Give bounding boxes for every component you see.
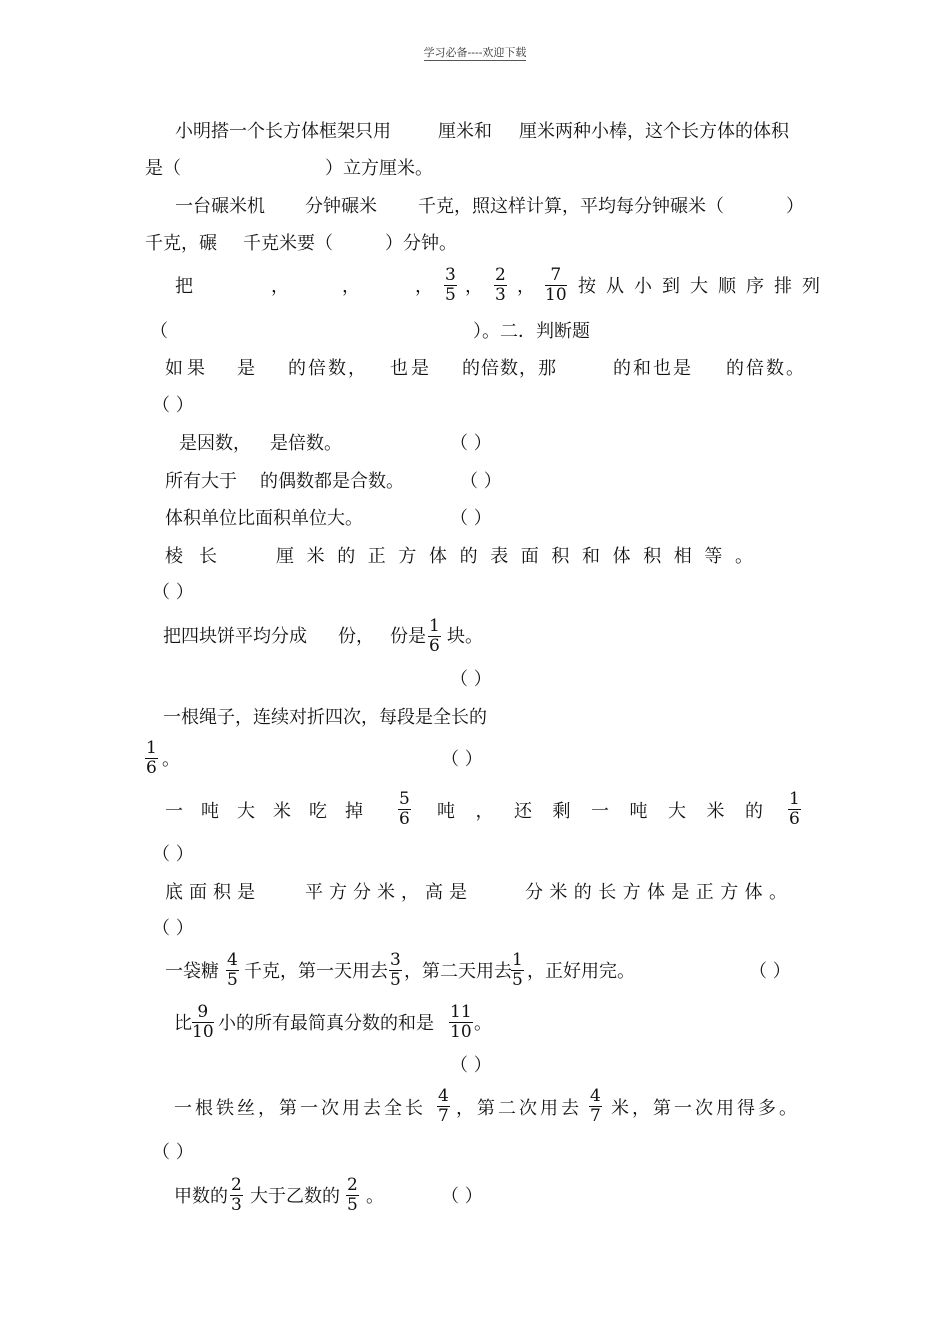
- q3-section-title: ）。二．判断题: [473, 321, 590, 342]
- j6-text-a: 把四块饼平均分成: [163, 626, 307, 647]
- j6-answer-paren: （ ）: [450, 669, 492, 690]
- j9-text-b: 平方分米，高是: [305, 882, 473, 903]
- j13-text-a: 甲数的: [174, 1186, 228, 1207]
- j8-fraction-1-6: $\frac{1}{6}$: [789, 789, 800, 829]
- j1-answer-paren: （ ）: [152, 395, 194, 416]
- j12-text-c: 米，第一次用得多。: [611, 1098, 800, 1119]
- j3-text-a: 所有大于: [165, 471, 237, 492]
- j2-text-b: 是倍数。: [270, 433, 342, 454]
- j11-text-b: 小的所有最简真分数的和是: [218, 1013, 434, 1034]
- j10-fraction-1-5: $\frac{1}{5}$: [512, 950, 523, 990]
- j1-text-f: 的和也是: [613, 358, 693, 379]
- j2-answer-paren: （ ）: [450, 433, 492, 454]
- q1-text-c: 厘米两种小棒，这个长方体的体积: [519, 121, 789, 142]
- j11-fraction-11-10: $\frac{11}{10}$: [450, 1002, 472, 1042]
- q3-paren-open: （: [150, 321, 168, 342]
- j3-answer-paren: （ ）: [460, 471, 502, 492]
- j11-answer-paren: （ ）: [450, 1055, 492, 1076]
- q3-comma-5: ，: [517, 276, 535, 297]
- q3-comma-3: ，: [415, 276, 433, 297]
- j2-text-a: 是因数，: [179, 433, 251, 454]
- q1-text-e: ）立方厘米。: [325, 158, 433, 179]
- j9-text-c: 分米的长方体是正方体。: [525, 882, 794, 903]
- j6-text-d: 块。: [447, 626, 483, 647]
- q1-text-a: 小明搭一个长方体框架只用: [175, 121, 391, 142]
- page-header: 学习必备----欢迎下载: [423, 46, 527, 59]
- j4-answer-paren: （ ）: [450, 508, 492, 529]
- j7-text: 一根绳子，连续对折四次，每段是全长的: [163, 707, 487, 728]
- q3-order-text: 按从小到大顺序排列: [578, 276, 830, 297]
- j7-fraction-1-6: $\frac{1}{6}$: [146, 738, 157, 778]
- j12-text-a: 一根铁丝，第一次用去全长: [174, 1098, 426, 1119]
- q3-fraction-7-10: $\frac{7}{10}$: [545, 265, 567, 305]
- q2-text-c: 千克，照这样计算，平均每分钟碾米（: [418, 196, 724, 217]
- j13-text-c: 。: [366, 1186, 384, 1207]
- j9-answer-paren: （ ）: [152, 918, 194, 939]
- q2-text-f: 千克米要（: [243, 233, 333, 254]
- j1-text-c: 的倍数，: [288, 358, 368, 379]
- j6-text-c: 份是: [390, 626, 426, 647]
- j12-text-b: ，第二次用去: [456, 1098, 582, 1119]
- q3-comma-4: ，: [465, 276, 483, 297]
- j10-text-b: 千克，第一天用去: [244, 961, 388, 982]
- q3-comma-1: ，: [271, 276, 289, 297]
- j13-text-b: 大于乙数的: [250, 1186, 340, 1207]
- q3-fraction-3-5: $\frac{3}{5}$: [445, 265, 456, 305]
- j12-answer-paren: （ ）: [152, 1142, 194, 1163]
- j8-text-b: 吨，还剩一吨大米的: [437, 801, 784, 822]
- q2-text-d: ）: [786, 196, 804, 217]
- j13-fraction-2-5: $\frac{2}{5}$: [347, 1175, 358, 1215]
- j8-fraction-5-6: $\frac{5}{6}$: [399, 789, 410, 829]
- j10-text-d: ，正好用完。: [527, 961, 635, 982]
- j1-text-b: 是: [237, 358, 255, 379]
- j10-fraction-3-5: $\frac{3}{5}$: [390, 950, 401, 990]
- j13-answer-paren: （ ）: [441, 1186, 483, 1207]
- j1-text-a: 如果: [165, 358, 209, 379]
- j8-text-a: 一吨大米吃掉: [165, 801, 381, 822]
- j1-text-g: 的倍数。: [726, 358, 806, 379]
- q3-comma-2: ，: [342, 276, 360, 297]
- q3-text-a: 把: [175, 276, 193, 297]
- q1-text-d: 是（: [145, 158, 181, 179]
- j6-fraction-1-6: $\frac{1}{6}$: [429, 616, 440, 656]
- j11-text-c: 。: [474, 1013, 492, 1034]
- j10-fraction-4-5: $\frac{4}{5}$: [227, 950, 238, 990]
- j4-text: 体积单位比面积单位大。: [165, 508, 363, 529]
- q2-text-b: 分钟碾米: [305, 196, 377, 217]
- j1-text-e: 的倍数，那: [462, 358, 557, 379]
- q3-fraction-2-3: $\frac{2}{3}$: [495, 265, 506, 305]
- q2-text-a: 一台碾米机: [175, 196, 265, 217]
- j6-text-b: 份，: [338, 626, 374, 647]
- j8-answer-paren: （ ）: [152, 844, 194, 865]
- j10-answer-paren: （ ）: [749, 961, 791, 982]
- j5-answer-paren: （ ）: [152, 582, 194, 603]
- q2-text-g: ）分钟。: [385, 233, 457, 254]
- j7-text-end: 。: [162, 749, 180, 770]
- j11-fraction-9-10: $\frac{9}{10}$: [192, 1002, 214, 1042]
- j10-text-c: ，第二天用去: [404, 961, 512, 982]
- j5-text-b: 厘米的正方体的表面积和体积相等。: [276, 546, 766, 567]
- j11-text-a: 比: [174, 1013, 192, 1034]
- j3-text-b: 的偶数都是合数。: [260, 471, 404, 492]
- j1-text-d: 也是: [390, 358, 432, 379]
- j5-text-a: 棱长: [165, 546, 233, 567]
- j9-text-a: 底面积是: [165, 882, 261, 903]
- j12-fraction-4-7-a: $\frac{4}{7}$: [438, 1086, 449, 1126]
- j7-answer-paren: （ ）: [441, 749, 483, 770]
- j12-fraction-4-7-b: $\frac{4}{7}$: [590, 1086, 601, 1126]
- j13-fraction-2-3: $\frac{2}{3}$: [231, 1175, 242, 1215]
- q1-text-b: 厘米和: [438, 121, 492, 142]
- q2-text-e: 千克，碾: [145, 233, 217, 254]
- j10-text-a: 一袋糖: [165, 961, 219, 982]
